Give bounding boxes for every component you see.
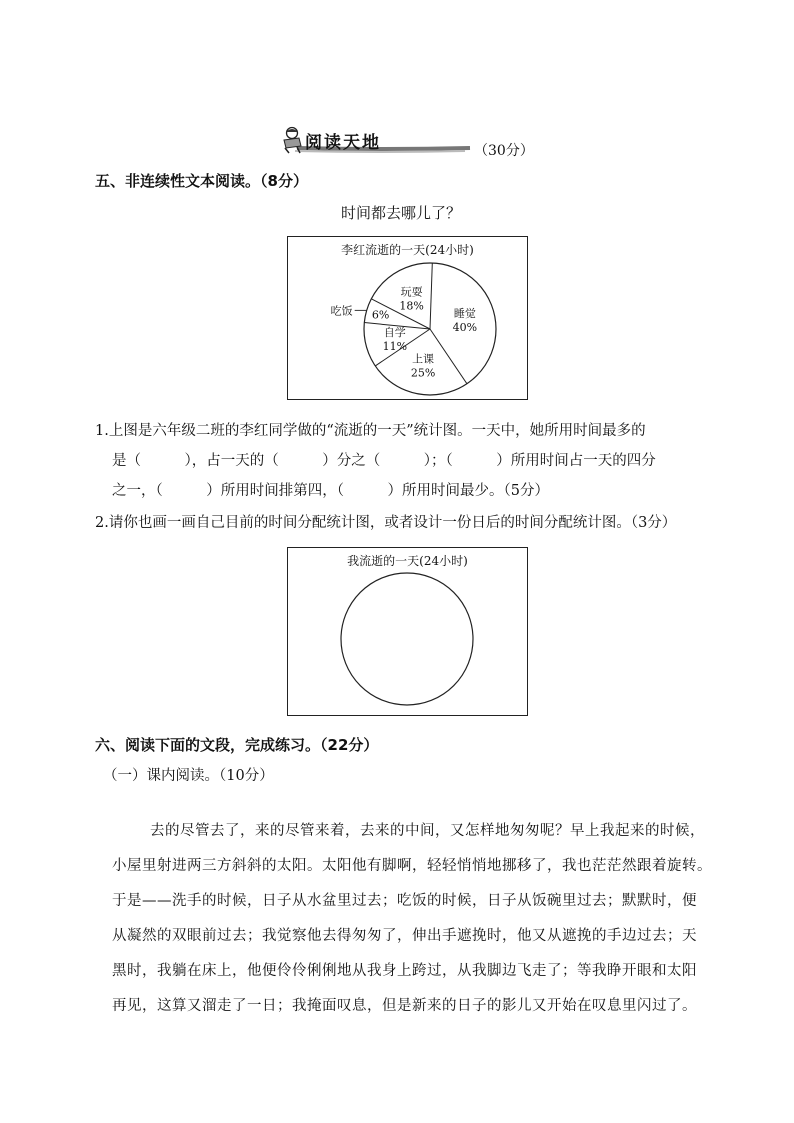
reading-child-icon — [279, 126, 303, 154]
pie-chart-mine — [287, 547, 528, 716]
pie-label-1: 睡觉 — [453, 306, 476, 320]
pie-chart-li-hong — [287, 236, 528, 400]
passage-line: 于是——洗手的时候，日子从水盆里过去；吃饭的时候，日子从饭碗里过去；默默时，便 — [112, 893, 697, 909]
passage-line: 小屋里射进两三方斜斜的太阳。太阳他有脚啊，轻轻悄悄地挪移了，我也茫茫然跟着旋转。 — [112, 858, 712, 874]
question-1-line-2: 是（ ），占一天的（ ）分之（ ）；（ ）所用时间占一天的四分 — [112, 453, 656, 469]
pie-value-5: 18% — [399, 299, 424, 313]
pie-label-3: 自学 — [383, 325, 406, 339]
passage-line: 黑时，我躺在床上，他便伶伶俐俐地从我身上跨过，从我脚边飞走了；等我睁开眼和太阳 — [112, 963, 697, 979]
pie-value-3: 11% — [382, 339, 408, 353]
question-1-line-3: 之一，（ ）所用时间排第四，（ ）所用时间最少。（5分） — [112, 483, 549, 499]
section6-title: 六、阅读下面的文段，完成练习。（22分） — [95, 736, 379, 754]
section5-title: 五、非连续性文本阅读。（8分） — [95, 172, 308, 190]
chart-title: 李红流逝的一天(24小时) — [341, 243, 474, 257]
pie-value-4: 6% — [371, 308, 390, 322]
section6-subtitle: （一）课内阅读。（10分） — [103, 768, 274, 784]
pie-value-1: 40% — [452, 320, 478, 334]
pie-label-2: 上课 — [412, 352, 435, 366]
question-2: 2.请你也画一画自己目前的时间分配统计图，或者设计一份日后的时间分配统计图。（3分） — [95, 515, 677, 531]
passage-line: 去的尽管去了，来的尽管来着，去来的中间，又怎样地匆匆呢？早上我起来的时候， — [150, 823, 705, 839]
reading-passage — [112, 814, 722, 1024]
empty-pie-circle — [341, 573, 473, 705]
banner-title: 阅读天地 — [305, 133, 381, 153]
question-1-line-1: 1.上图是六年级二班的李红同学做的“流逝的一天”统计图。一天中，她所用时间最多的 — [95, 423, 646, 439]
chart-title: 我流逝的一天(24小时) — [347, 554, 468, 568]
passage-line: 再见，这算又溜走了一日；我掩面叹息，但是新来的日子的影儿又开始在叹息里闪过了。 — [112, 998, 697, 1014]
pie-value-2: 25% — [410, 366, 436, 380]
pie-chart-svg — [288, 237, 527, 399]
pie-slice-2-edge — [430, 329, 467, 384]
banner-score: （30分） — [474, 143, 534, 159]
passage-line: 从凝然的双眼前过去；我觉察他去得匆匆了，伸出手遮挽时，他又从遮挽的手边过去；天 — [112, 928, 697, 944]
pie-label-5: 玩耍 — [400, 285, 423, 299]
section-banner — [275, 126, 475, 156]
empty-pie-svg — [288, 548, 527, 715]
pie-slice-1-edge — [430, 263, 432, 329]
pie-label-4: 吃饭 — [330, 304, 353, 318]
chart-heading: 时间都去哪儿了？ — [341, 204, 462, 222]
